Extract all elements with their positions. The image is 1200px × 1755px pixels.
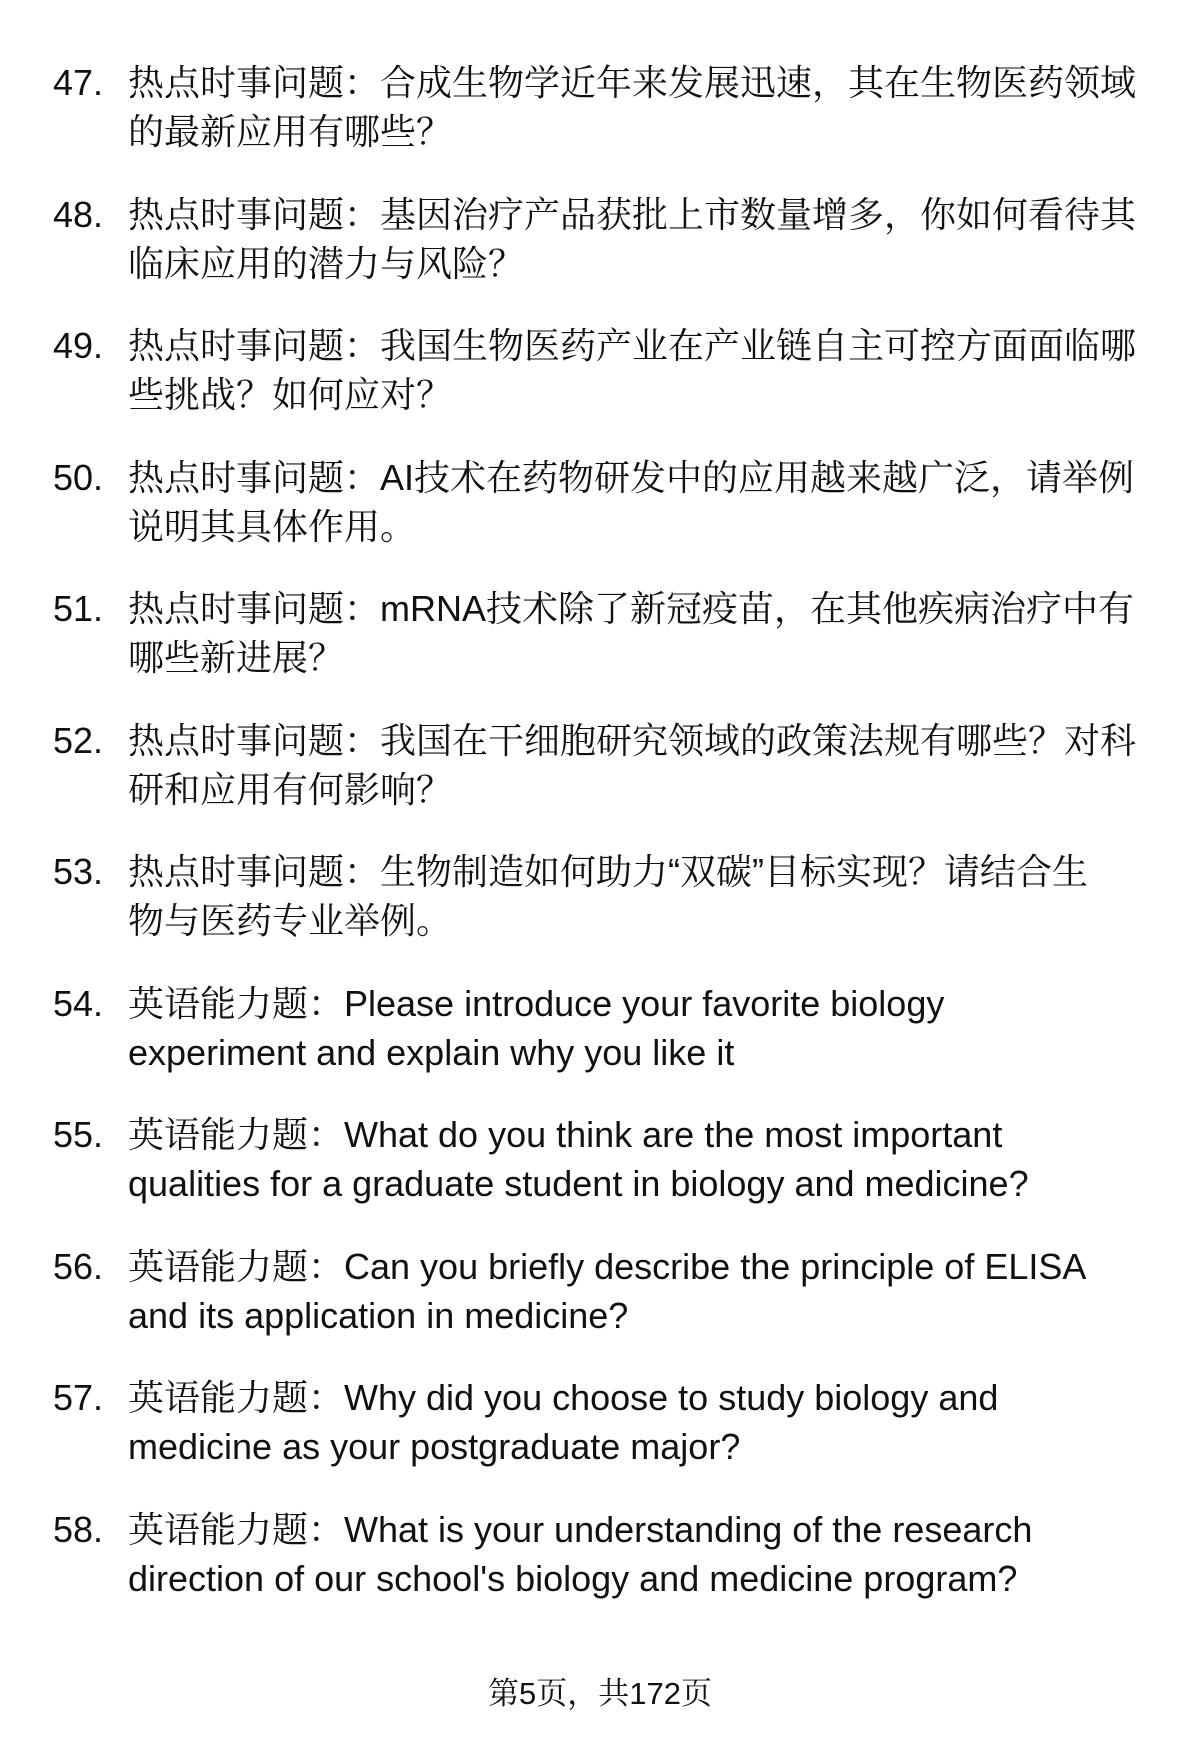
question-text [128, 979, 1138, 1077]
question-text [128, 190, 1138, 288]
question-text [128, 58, 1138, 156]
question-number: 47. [53, 62, 104, 103]
question-number: 49. [53, 325, 104, 366]
question-text [128, 1373, 1138, 1471]
question-text [128, 321, 1138, 419]
question-item [53, 58, 1153, 156]
question-number: 53. [53, 851, 104, 892]
question-text-line: 英语能力题：Why did you choose to study biology and [128, 1377, 999, 1418]
question-text [128, 1242, 1138, 1340]
question-item [53, 190, 1153, 288]
question-item [53, 584, 1153, 682]
question-number: 50. [53, 456, 104, 498]
question-text-line: 物与医药专业举例。 [128, 900, 453, 941]
question-text-line: 些挑战？如何应对？ [128, 374, 453, 415]
question-list [53, 58, 1153, 1636]
question-item [53, 979, 1153, 1077]
question-item [53, 321, 1153, 419]
question-text-line: 英语能力题：What is your understanding of the research [128, 1508, 1033, 1550]
question-text-line: experiment and explain why you like it [128, 1031, 735, 1073]
question-number: 58. [53, 1508, 104, 1550]
question-text-line: 的最新应用有哪些？ [128, 111, 453, 152]
question-text-line: 研和应用有何影响？ [128, 768, 453, 810]
question-text-line: qualities for a graduate student in biology and medicine? [128, 1163, 1029, 1204]
question-text-line: direction of our school's biology and medicine program? [128, 1557, 1018, 1599]
question-text [128, 847, 1138, 945]
question-item [53, 1110, 1153, 1208]
question-text-line: 热点时事问题：我国生物医药产业在产业链自主可控方面面临哪 [128, 325, 1137, 366]
question-number: 54. [53, 982, 104, 1024]
question-number: 55. [53, 1114, 104, 1155]
question-text-line: 热点时事问题：生物制造如何助力“双碳”目标实现？请结合生 [128, 851, 1088, 892]
question-text-line: 英语能力题：Please introduce your favorite biology [128, 982, 945, 1024]
question-item [53, 1373, 1153, 1471]
question-text-line: 英语能力题：What do you think are the most important [128, 1114, 1003, 1155]
question-number: 51. [53, 588, 104, 629]
question-item [53, 716, 1153, 814]
question-text-line: 临床应用的潜力与风险？ [128, 242, 525, 284]
page-number-footer: 第5页，共172页 [488, 1676, 712, 1711]
question-text-line: 说明其具体作用。 [128, 505, 417, 547]
question-item [53, 1242, 1153, 1340]
question-text-line: medicine as your postgraduate major? [128, 1426, 741, 1467]
question-text-line: 热点时事问题：AI技术在药物研发中的应用越来越广泛，请举例 [128, 456, 1135, 498]
question-text [128, 453, 1138, 551]
question-item [53, 453, 1153, 551]
question-text [128, 716, 1138, 814]
question-number: 56. [53, 1245, 104, 1287]
question-text-line: 热点时事问题：mRNA技术除了新冠疫苗，在其他疾病治疗中有 [128, 588, 1134, 629]
question-text [128, 1110, 1138, 1208]
question-text-line: 哪些新进展？ [128, 637, 345, 678]
question-number: 52. [53, 719, 104, 761]
question-number: 57. [53, 1377, 104, 1418]
question-text [128, 584, 1138, 682]
question-text-line: and its application in medicine? [128, 1294, 629, 1336]
question-text [128, 1505, 1138, 1603]
question-item [53, 847, 1153, 945]
question-text-line: 英语能力题：Can you briefly describe the principle of ELISA [128, 1245, 1087, 1287]
question-text-line: 热点时事问题：合成生物学近年来发展迅速，其在生物医药领域 [128, 62, 1137, 103]
question-number: 48. [53, 193, 104, 235]
question-item [53, 1505, 1153, 1603]
question-text-line: 热点时事问题：基因治疗产品获批上市数量增多，你如何看待其 [128, 193, 1137, 235]
question-text-line: 热点时事问题：我国在干细胞研究领域的政策法规有哪些？对科 [128, 719, 1137, 761]
